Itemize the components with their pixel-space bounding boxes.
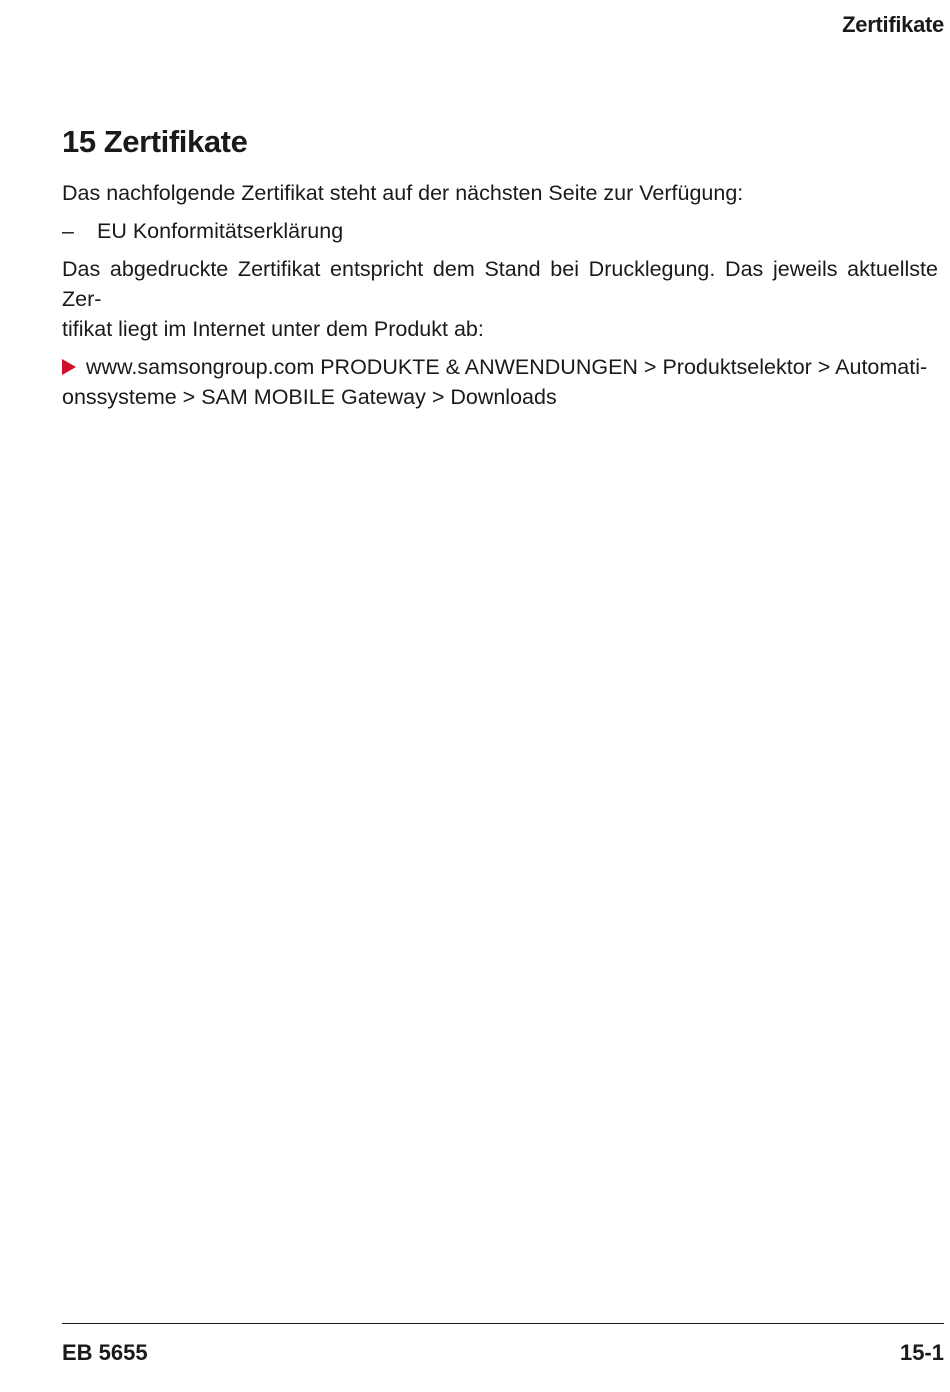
intro-paragraph: Das nachfolgende Zertifikat steht auf der nächsten Seite zur Verfügung: <box>62 181 744 205</box>
list-item-text: EU Konformitätserklärung <box>97 219 344 243</box>
chapter-title <box>62 120 938 164</box>
list-item <box>62 216 938 246</box>
document-number: EB 5655 <box>62 1340 148 1365</box>
footer-divider <box>62 1323 944 1324</box>
download-path <box>62 352 938 412</box>
list-dash: – <box>62 219 74 243</box>
download-path-line-2[interactable]: onssysteme > SAM MOBILE Gateway > Downloads <box>62 385 557 409</box>
main-content <box>62 120 938 412</box>
download-path-line-1 <box>62 352 938 382</box>
note-line-1: Das abgedruckte Zertifikat entspricht dem Stand bei Drucklegung. Das jeweils aktuellste Zer- <box>62 257 938 311</box>
download-path-text-1[interactable]: www.samsongroup.com PRODUKTE & ANWENDUNGEN > Produktselektor > Automati- <box>86 355 928 379</box>
page-number: 15-1 <box>899 1340 944 1365</box>
note-line-2: tifikat liegt im Internet unter dem Produkt ab: <box>62 317 484 341</box>
chapter-number: 15 <box>62 124 96 159</box>
running-header: Zertifikate <box>842 12 944 37</box>
right-triangle-icon <box>62 359 76 375</box>
chapter-title-text: Zertifikate <box>103 124 248 159</box>
note-paragraph <box>62 254 938 344</box>
